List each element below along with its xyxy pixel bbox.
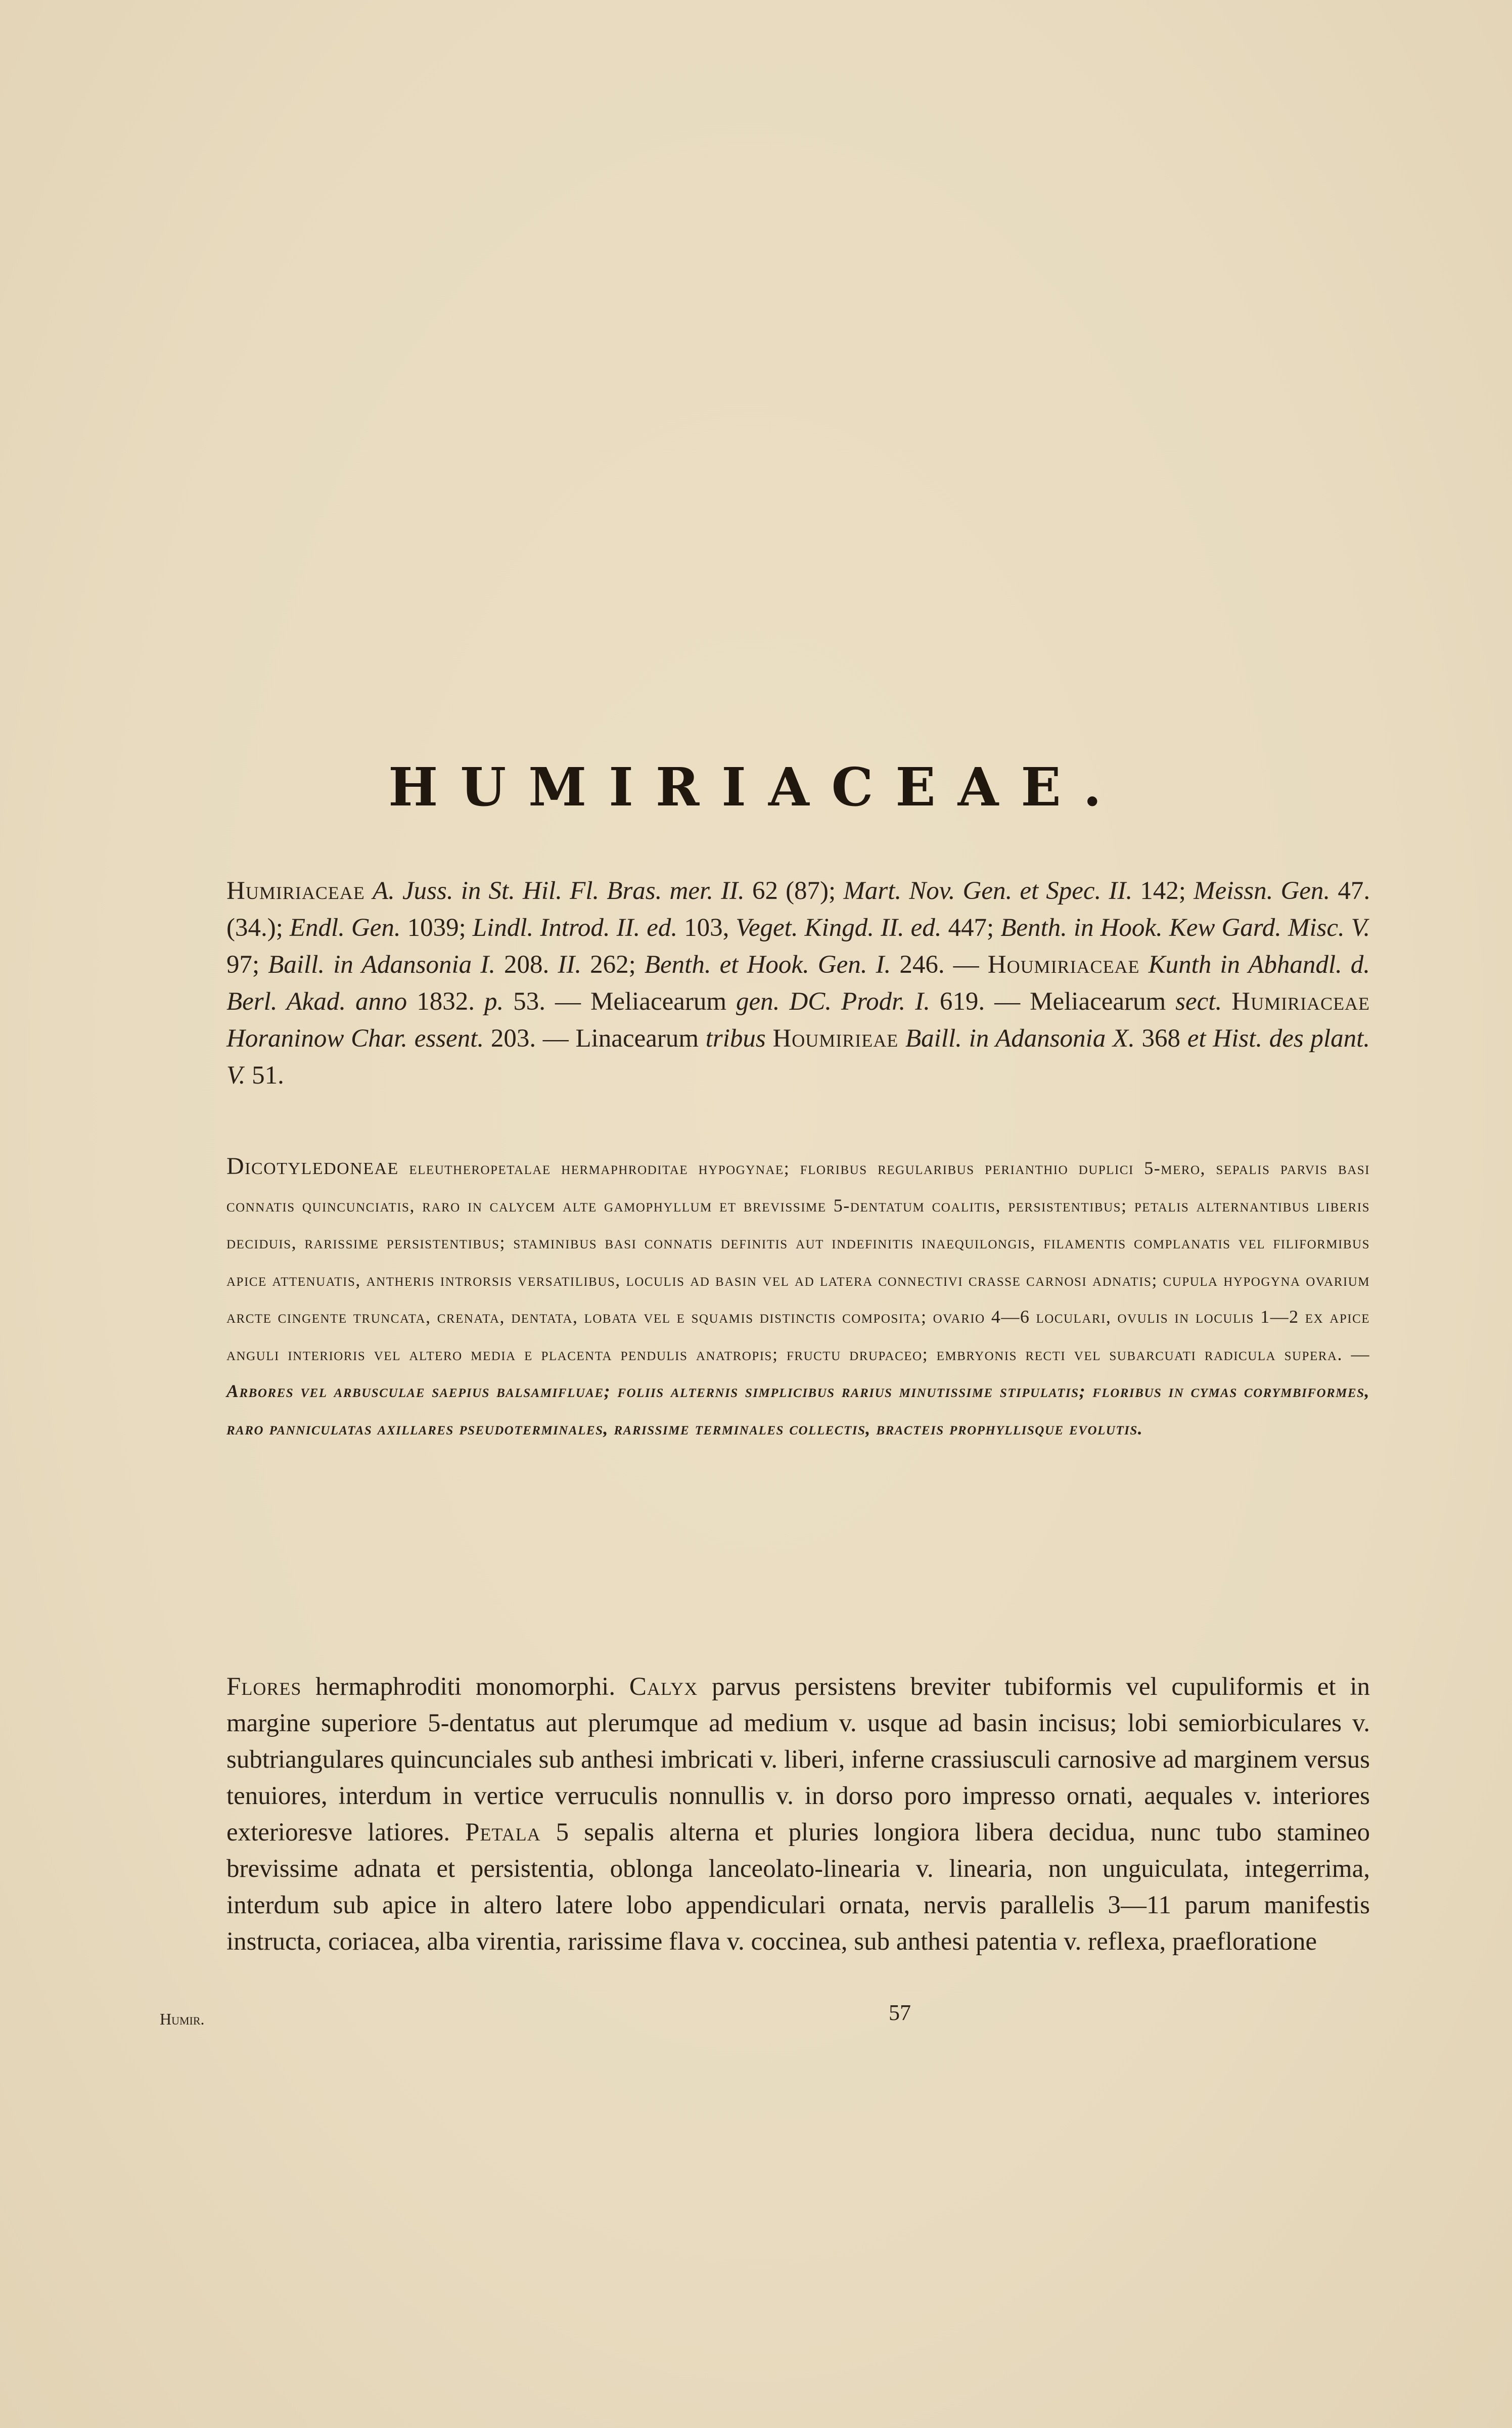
citation: et Hist. des plant. V. [226, 1024, 1370, 1090]
citation-page: 1832. [417, 987, 475, 1016]
diagnosis-text: eleutheropetalae hermaphroditae hypogynae; floribus regularibus perianthio duplici 5-mero, sepalis parvis basi connatis quincunciatis, raro in calycem alte gamophyllum et brevissime 5-dentatum coalitis, persistentibus; petalis alternantibus liberis deciduis, rarissime persistentibus; staminibus basi connatis definitis aut indefinitis inaequilongis, filamentis complanatis vel filiformibus apice attenuatis, antheris introrsis versatilibus, loculis ad basin vel ad latera connectivi crasse carnosi adnatis; cupula hypogyna ovarium arcte cingente truncata, crenata, dentata, lobata vel e squamis distinctis composita; ovario 4—6 loculari, ovulis in loculis 1—2 ex apice anguli interioris vel altero media e placenta pendulis anatropis; fructu drupaceo; embryonis recti vel subarcuati radicula supera. — [226, 1158, 1370, 1364]
citation: p. [484, 987, 504, 1016]
citation-page: 208. [504, 951, 549, 979]
citation: gen. DC. Prodr. I. [736, 987, 930, 1016]
signature-mark: Humir. [160, 2010, 205, 2028]
citation: Baill. in Adansonia X. [905, 1024, 1135, 1053]
citation-page: 368 [1141, 1024, 1181, 1053]
citation: tribus [705, 1024, 766, 1053]
term-petala: Petala [465, 1818, 541, 1847]
citation-page: 619. — Meliacearum [939, 987, 1166, 1016]
page-title: HUMIRIACEAE. [388, 756, 1124, 818]
citation-page: 262; [590, 951, 636, 979]
citation-page: 447; [948, 914, 994, 942]
citation-page: 51. [252, 1061, 284, 1090]
citation-page: 203. — Linacearum [490, 1024, 699, 1053]
citation: A. Juss. in St. Hil. Fl. Bras. mer. II. [372, 877, 745, 905]
citation: Veget. Kingd. II. ed. [736, 914, 942, 942]
citation-page: 142; [1140, 877, 1186, 905]
description-text: 5 sepalis alterna et pluries longiora libera decidua, nunc tubo stamineo brevissime adnata et persistentia, oblonga lanceolato-linearia v. linearia, non unguiculata, integerrima, interdum sub apice in altero latere lobo appendiculari ornata, nervis parallelis 3—11 parum manifestis instructa, coriacea, alba virentia, rarissime flava v. coccinea, sub anthesi patentia v. reflexa, praefloratione [226, 1818, 1370, 1956]
citation: Meissn. Gen. [1194, 877, 1331, 905]
term-flores: Flores [226, 1673, 302, 1701]
citation: Baill. in Adansonia I. [268, 951, 495, 979]
term-calyx: Calyx [629, 1673, 698, 1701]
family-name: Humiriaceae [1231, 987, 1370, 1016]
description-text: hermaphroditi monomorphi. [315, 1673, 616, 1701]
citation: Lindl. Introd. II. ed. [472, 914, 678, 942]
description-text: parvus persistens breviter tubiformis vel cupuliformis et in margine superiore 5-dentatus aut plerumque ad medium v. usque ad basin incisus; lobi semiorbiculares v. subtriangulares quincunciales sub anthesi imbricati v. liberi, inferne crassiusculi carnosive ad marginem versus tenuiores, interdum in vertice verruculis nonnullis v. in dorso poro impresso ornati, aequales v. interiores exterioresve latiores. [226, 1673, 1370, 1847]
citation-page: 1039; [407, 914, 466, 942]
citation: Kunth in Abhandl. d. Berl. Akad. anno [226, 951, 1370, 1016]
citation: Benth. et Hook. Gen. I. [644, 951, 891, 979]
synonymy-paragraph [226, 873, 1370, 1094]
citation: sect. [1175, 987, 1222, 1016]
page-number: 57 [889, 2000, 911, 2025]
description-paragraph [226, 1669, 1370, 1960]
citation: Horaninow Char. essent. [226, 1024, 484, 1053]
citation-page: 47. (34.); [226, 877, 1370, 942]
citation: Benth. in Hook. Kew Gard. Misc. V. [1000, 914, 1370, 942]
diagnosis-habit: Arbores vel arbusculae saepius balsamifluae; foliis alternis simplicibus rarius minutissime stipulatis; floribus in cymas corymbiformes, raro panniculatas axillares pseudoterminales, rarissime terminales collectis, bracteis prophyllisque evolutis. [226, 1381, 1370, 1438]
citation: Endl. Gen. [289, 914, 401, 942]
citation-page: 62 (87); [752, 877, 836, 905]
diagnosis-paragraph [226, 1148, 1370, 1447]
family-name: Humiriaceae [226, 877, 365, 905]
diagnosis-first-word: Dicotyledoneae [226, 1153, 399, 1180]
citation: Mart. Nov. Gen. et Spec. II. [843, 877, 1133, 905]
citation: II. [558, 951, 582, 979]
citation-page: 246. — [899, 951, 979, 979]
citation-page: 97; [226, 951, 260, 979]
citation-page: 103, [684, 914, 729, 942]
tribe-name: Houmirieae [772, 1024, 899, 1053]
family-name: Houmiriaceae [987, 951, 1140, 979]
citation-page: 53. — Meliacearum [513, 987, 727, 1016]
